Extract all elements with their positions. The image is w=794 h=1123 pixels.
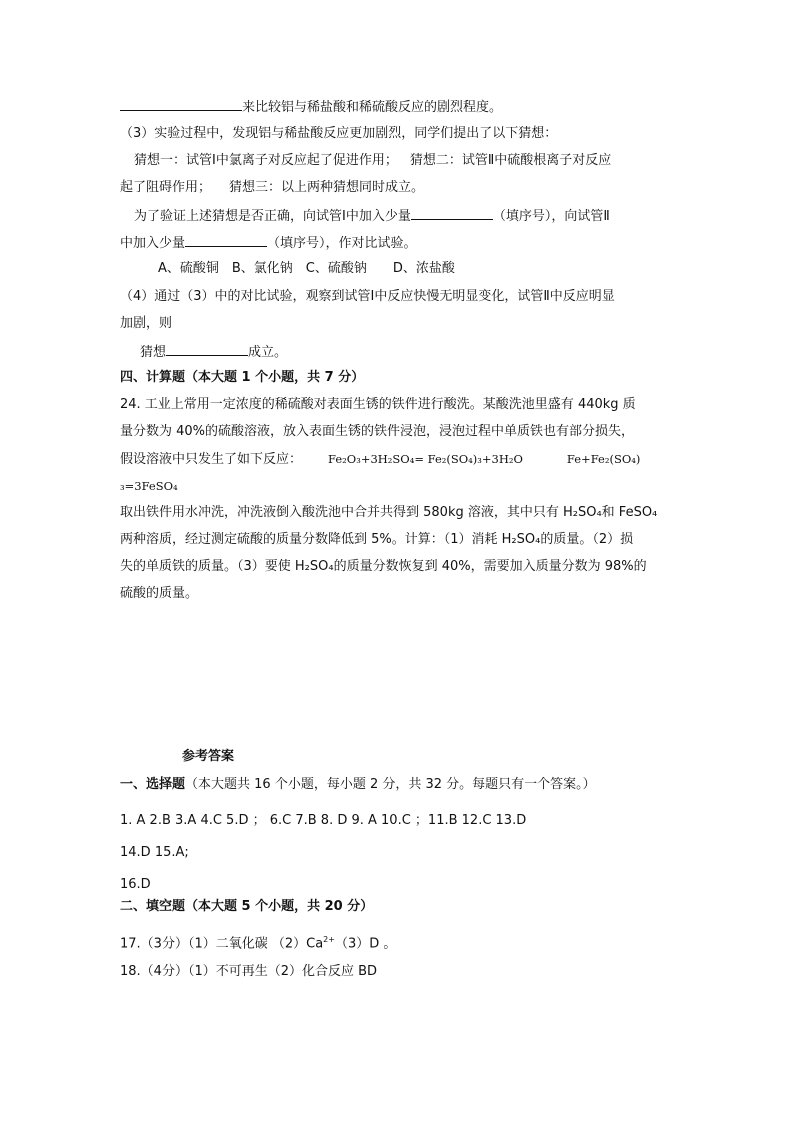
text-line: （本大题共 16 个小题，每小题 2 分，共 32 分。每题只有一个答案。） [185,777,596,792]
text-line: 硫酸的质量。 [120,586,199,601]
guess-one: 猜想一：试管Ⅰ中氯离子对反应起了促进作用； [134,153,398,168]
text-line: （4）通过（3）中的对比试验，观察到试管Ⅰ中反应快慢无明显变化，试管Ⅱ中反应明显 [120,289,615,304]
text-line: 失的单质铁的质量。（3）要使 H₂SO₄的质量分数恢复到 40%，需要加入质量分数为 98%的 [120,559,647,574]
section-heading: 二、填空题（本大题 5 个小题，共 20 分） [120,899,374,914]
text-line: 24. 工业上常用一定浓度的稀硫酸对表面生锈的铁件进行酸洗。某酸洗池里盛有 440kg 质 [120,397,636,412]
guess-two-tail: 起了阻碍作用； [120,180,212,195]
answer-key-title: 参考答案 [182,749,235,764]
text-line: 中加入少量 [120,236,186,251]
answer-blank[interactable] [185,232,267,247]
options-line: A、硫酸铜 B、氯化钠 C、硫酸钠 D、浓盐酸 [158,261,455,276]
section-heading: 一、选择题 [120,777,186,792]
answer-17-tail: （3）D 。 [334,936,397,952]
text-line: 来比较铝与稀盐酸和稀硫酸反应的剧烈程度。 [242,100,503,115]
equation-two-tail: ₃=3FeSO₄ [120,479,178,493]
answer-row: 16.D [120,877,151,892]
answer-17: 17.（3分）（1）二氧化碳 （2）Ca [120,936,324,952]
text-line: 猜想 [140,345,167,360]
text-line: 取出铁件用水冲洗，冲洗液倒入酸洗池中合并共得到 580kg 溶液，其中只有 H₂SO₄和 FeSO₄ [120,505,658,520]
text-line: 为了验证上述猜想是否正确，向试管Ⅰ中加入少量 [134,209,411,224]
text-line: （3）实验过程中，发现铝与稀盐酸反应更加剧烈，同学们提出了以下猜想： [120,126,558,141]
text-line: 两种溶质，经过测定硫酸的质量分数降低到 5%。计算：（1）消耗 H₂SO₄的质量。（2）损 [120,532,634,547]
answer-blank[interactable] [120,96,242,111]
text-line: （填序号），向试管Ⅱ [492,209,610,224]
guess-three: 猜想三：以上两种猜想同时成立。 [229,180,425,195]
text-line: 量分数为 40%的硫酸溶液，放入表面生锈的铁件浸泡，浸泡过程中单质铁也有部分损失， [120,424,635,439]
charge-superscript: 2+ [323,935,335,944]
text-line: 成立。 [248,345,288,360]
text-line: 加剧，则 [120,316,173,331]
text-line: 假设溶液中只发生了如下反应： [120,452,303,467]
equation-one: Fe₂O₃+3H₂SO₄= Fe₂(SO₄)₃+3H₂O [328,452,523,466]
text-line: （填序号），作对比试验。 [267,236,417,251]
equation-two: Fe+Fe₂(SO₄) [566,452,641,466]
answer-blank[interactable] [166,341,248,356]
section-heading: 四、计算题（本大题 1 个小题，共 7 分） [120,370,365,385]
answer-18: 18.（4分）（1）不可再生（2）化合反应 BD [120,964,378,979]
guess-two: 猜想二：试管Ⅱ中硫酸根离子对反应 [409,153,612,168]
answer-row: 1. A 2.B 3.A 4.C 5.D ； 6.C 7.B 8. D 9. A 10.C ；11.B 12.C 13.D [120,813,527,828]
answer-blank[interactable] [411,205,493,220]
answer-row: 14.D 15.A; [120,845,189,860]
